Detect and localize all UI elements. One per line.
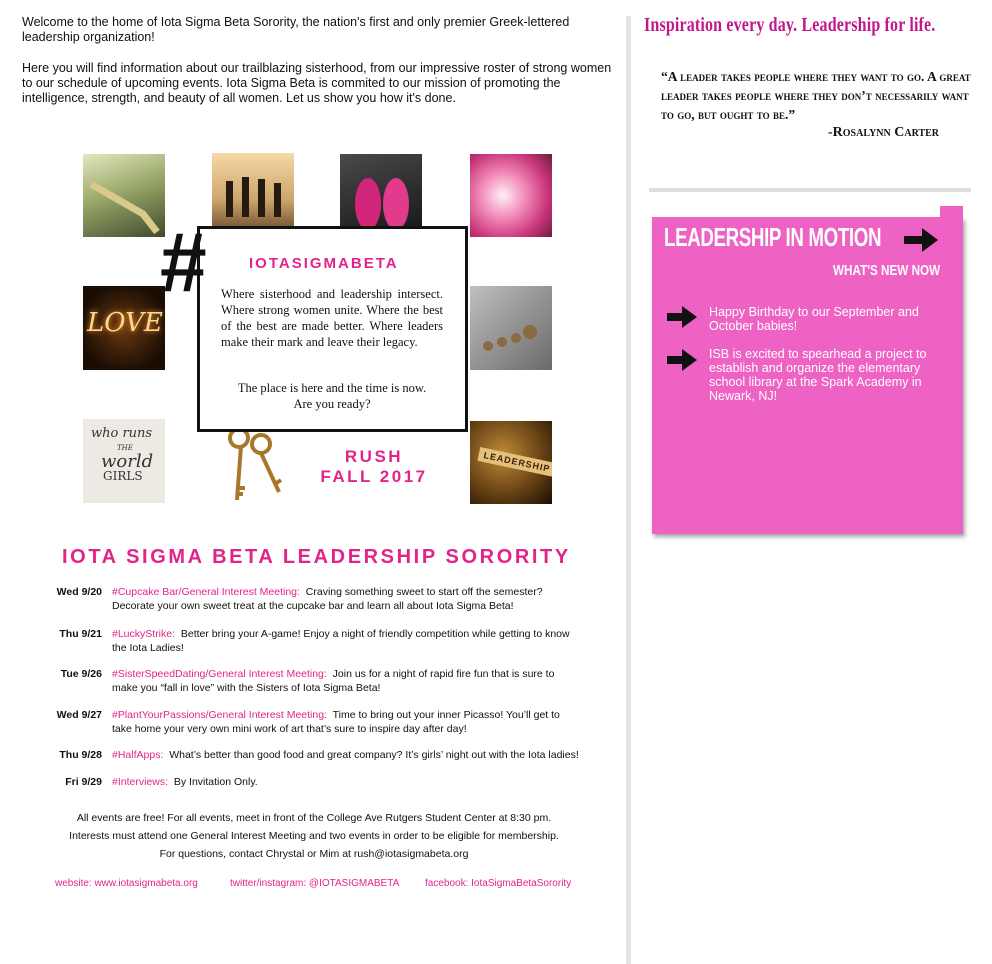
flyer-body-text: Where sisterhood and leadership intersect. Where strong women unite. Where the best of the best are made better. Where leaders make their mark and leave their legacy. xyxy=(221,287,443,349)
photo-tile-silhouettes xyxy=(212,153,294,237)
social-twitter-instagram: twitter/instagram: @IOTASIGMABETA xyxy=(230,878,400,889)
footnote-contact: For questions, contact Chrystal or Mim at rush@iotasigmabeta.org xyxy=(159,848,469,860)
sidebar-separator xyxy=(649,188,971,192)
footnote-free-events: All events are free! For all events, meet in front of the College Ave Rutgers Student Center at 8:30 pm. xyxy=(76,812,552,824)
rush-line1: RUSH xyxy=(344,447,404,466)
event-name: #Interviews: xyxy=(112,776,169,788)
column-divider xyxy=(626,16,631,964)
event-name: #Cupcake Bar/General Interest Meeting: xyxy=(112,586,300,598)
quote-author: -Rosalynn Carter xyxy=(827,125,939,140)
heels-illustration xyxy=(340,154,422,237)
keys-illustration xyxy=(215,422,290,507)
leadership-badge-text: LEADERSHIP xyxy=(477,447,552,477)
event-date: Fri 9/29 xyxy=(65,776,102,788)
quote-text: “A leader takes people where they want to go. A great leader takes people where they don’t necessarily want to go, but ought to be.” xyxy=(661,69,971,122)
flyer-cta xyxy=(221,380,443,412)
footnote-eligibility: Interests must attend one General Interest Meeting and two events in order to be eligible for membership. xyxy=(69,830,559,842)
photo-tile-lily xyxy=(470,154,552,237)
sidebar-tagline: Inspiration every day. Leadership for life. xyxy=(644,15,936,36)
event-date: Wed 9/27 xyxy=(56,709,102,721)
photo-tile-who-runs-the-world xyxy=(83,419,165,503)
chess-illustration xyxy=(470,286,552,370)
event-description: Better bring your A-game! Enjoy a night of friendly competition while getting to know the Iota Ladies! xyxy=(112,628,570,654)
sparkler-text: LOVE xyxy=(87,308,163,338)
girls-text: GIRLS xyxy=(103,469,143,483)
arrow-right-icon xyxy=(667,306,697,328)
event-date: Thu 9/28 xyxy=(59,749,102,761)
photo-tile-sparkler-love xyxy=(83,286,165,370)
intro-paragraph-welcome: Welcome to the home of Iota Sigma Beta Sorority, the nation's first and only premier Greek-lettered leadership organization! xyxy=(22,15,570,44)
event-description: By Invitation Only. xyxy=(173,776,258,788)
flyer-org-title: IOTASIGMABETA xyxy=(249,255,399,272)
event-description: Craving something sweet to start off the semester? Decorate your own sweet treat at the cupcake bar and learn all about Iota Sigma Beta! xyxy=(112,586,543,612)
rush-heading xyxy=(300,447,448,487)
world-text: world xyxy=(101,451,154,472)
path-illustration xyxy=(83,154,165,237)
event-date: Thu 9/21 xyxy=(59,628,102,640)
social-facebook: facebook: IotaSigmaBetaSorority xyxy=(425,878,572,889)
event-description: Time to bring out your inner Picasso! You’ll get to take home your very own mini work of art that’s sure to inspire day after day! xyxy=(112,709,560,735)
event-name: #SisterSpeedDating/General Interest Meeting: xyxy=(112,668,327,680)
event-date: Tue 9/26 xyxy=(60,668,102,680)
photo-tile-heels xyxy=(340,154,422,237)
event-name: #PlantYourPassions/General Interest Meeting: xyxy=(112,709,327,721)
social-website: website: www.iotasigmabeta.org xyxy=(55,878,198,889)
motion-panel-title: LEADERSHIP IN MOTION xyxy=(664,222,882,252)
motion-panel-subtitle: WHAT'S NEW NOW xyxy=(833,262,941,279)
event-date: Wed 9/20 xyxy=(56,586,102,598)
event-name: #LuckyStrike: xyxy=(112,628,176,640)
rush-line2: FALL 2017 xyxy=(320,467,428,486)
photo-tile-path xyxy=(83,154,165,237)
event-description: Join us for a night of rapid fire fun that is sure to make you “fall in love” with the Sisters of Iota Sigma Beta! xyxy=(112,668,555,694)
arrow-right-icon xyxy=(904,228,938,252)
intro-section xyxy=(22,15,618,122)
silhouettes-illustration xyxy=(212,153,294,237)
photo-tile-leadership-badge xyxy=(470,421,552,504)
the-text: THE xyxy=(117,444,133,452)
event-footnotes xyxy=(40,809,588,863)
arrow-right-icon xyxy=(667,349,697,371)
news-item-library-project: ISB is excited to spearhead a project to establish and organize the elementary school library at the Spark Academy in Newark, NJ! xyxy=(709,347,927,403)
event-name: #HalfApps: xyxy=(112,749,164,761)
schedule-title: IOTA SIGMA BETA LEADERSHIP SORORITY xyxy=(62,546,571,568)
leadership-quote xyxy=(661,67,981,142)
hashtag-symbol: # xyxy=(160,215,207,309)
flyer-cta-line1: The place is here and the time is now. xyxy=(237,381,427,395)
news-item-birthdays: Happy Birthday to our September and October babies! xyxy=(709,305,919,333)
event-description: What’s better than good food and great company? It’s girls’ night out with the Iota ladies! xyxy=(169,749,579,761)
who-runs-text: who runs xyxy=(91,426,153,441)
flyer-cta-line2: Are you ready? xyxy=(293,397,371,411)
intro-paragraph-about: Here you will find information about our trailblazing sisterhood, from our impressive roster of strong women to our schedule of upcoming events. Iota Sigma Beta is commited to our mission of promoting the intelligence, strength, and beauty of all women. Let us show you how it's done. xyxy=(22,61,612,105)
photo-tile-chess xyxy=(470,286,552,370)
